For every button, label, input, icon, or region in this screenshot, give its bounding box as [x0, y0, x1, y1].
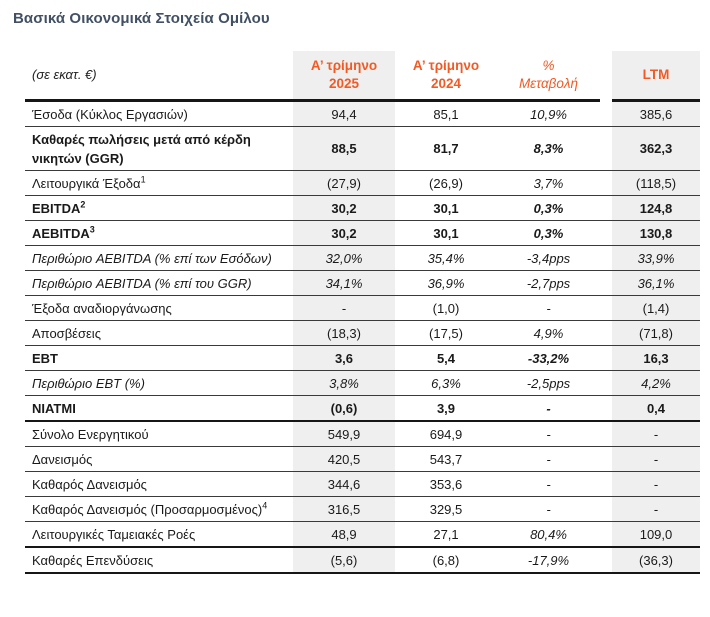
cell-ltm: 0,4: [612, 396, 700, 422]
table-row: [25, 371, 700, 396]
cell-ltm: 362,3: [612, 127, 700, 171]
row-label: Καθαρός Δανεισμός $(\Pi\rho o\sigma\alpha\rho\mu o\sigma\mu έ\nu o\varsigma)^4$: [25, 497, 293, 522]
col-header-q1-2024-line2: 2024: [430, 76, 462, 91]
cell-q1-2025: (27,9): [293, 171, 395, 196]
table-row: [25, 522, 700, 548]
table-row: [25, 271, 700, 296]
cell-pct-change: -: [497, 447, 600, 472]
cell-q1-2024: 6,3%: [395, 371, 497, 396]
row-label: Δανεισμός: [25, 447, 293, 472]
cell-q1-2025: (5,6): [293, 547, 395, 573]
row-label: Καθαρός Δανεισμός: [25, 472, 293, 497]
row-label: Έσοδα (Κύκλος Εργασιών): [25, 101, 293, 127]
table-row: [25, 547, 700, 573]
financials-table-container: [25, 51, 700, 574]
row-label: Περιθώριο AEBITDA (% επί των Εσόδων): [25, 246, 293, 271]
cell-q1-2025: 549,9: [293, 421, 395, 447]
col-header-q1-2025-line1: Α’ τρίμηνο: [310, 58, 378, 74]
table-row: [25, 346, 700, 371]
column-gap: [600, 421, 612, 447]
cell-q1-2024: 30,1: [395, 196, 497, 221]
cell-q1-2025: 32,0%: [293, 246, 395, 271]
column-gap: [600, 271, 612, 296]
cell-q1-2025: 94,4: [293, 101, 395, 127]
table-row: [25, 127, 700, 171]
col-header-pct-change: [497, 51, 600, 101]
column-gap: [600, 221, 612, 246]
table-row: [25, 447, 700, 472]
cell-q1-2024: 3,9: [395, 396, 497, 422]
table-row: [25, 497, 700, 522]
cell-pct-change: -: [497, 396, 600, 422]
column-gap: [600, 497, 612, 522]
cell-ltm: -: [612, 472, 700, 497]
column-gap: [600, 127, 612, 171]
cell-ltm: 385,6: [612, 101, 700, 127]
cell-q1-2025: 344,6: [293, 472, 395, 497]
cell-q1-2025: 88,5: [293, 127, 395, 171]
column-gap: [600, 171, 612, 196]
cell-pct-change: -2,5pps: [497, 371, 600, 396]
column-gap: [600, 396, 612, 422]
column-gap: [600, 346, 612, 371]
col-header-ltm: LTM: [612, 51, 700, 101]
column-gap: [600, 101, 612, 127]
table-row: [25, 101, 700, 127]
row-label: Σύνολο Ενεργητικού: [25, 421, 293, 447]
cell-ltm: 124,8: [612, 196, 700, 221]
report-page: [13, 10, 700, 574]
row-label: Αποσβέσεις: [25, 321, 293, 346]
row-label: AEBITDA$^3$: [25, 221, 293, 246]
cell-ltm: 4,2%: [612, 371, 700, 396]
cell-ltm: 130,8: [612, 221, 700, 246]
cell-ltm: 109,0: [612, 522, 700, 548]
cell-pct-change: -: [497, 296, 600, 321]
row-label: Καθαρές Επενδύσεις: [25, 547, 293, 573]
cell-q1-2025: 30,2: [293, 196, 395, 221]
column-gap: [600, 522, 612, 548]
cell-q1-2024: 5,4: [395, 346, 497, 371]
table-row: [25, 296, 700, 321]
row-label: Περιθώριο EBT (%): [25, 371, 293, 396]
cell-q1-2025: 420,5: [293, 447, 395, 472]
cell-pct-change: -17,9%: [497, 547, 600, 573]
cell-pct-change: -: [497, 497, 600, 522]
cell-q1-2024: 27,1: [395, 522, 497, 548]
col-header-q1-2025-line2: 2025: [328, 76, 360, 91]
cell-q1-2024: 30,1: [395, 221, 497, 246]
cell-q1-2024: 35,4%: [395, 246, 497, 271]
row-label: Λειτουργικά Έξοδα$^1$: [25, 171, 293, 196]
cell-q1-2025: 34,1%: [293, 271, 395, 296]
row-label: Περιθώριο AEBITDA (% επί του GGR): [25, 271, 293, 296]
row-label: Λειτουργικές Ταμειακές Ροές: [25, 522, 293, 548]
table-row: [25, 221, 700, 246]
table-row: [25, 396, 700, 422]
cell-q1-2025: -: [293, 296, 395, 321]
row-label: EBITDA$^2$: [25, 196, 293, 221]
cell-q1-2024: 353,6: [395, 472, 497, 497]
table-body: [25, 101, 700, 574]
cell-pct-change: 8,3%: [497, 127, 600, 171]
cell-q1-2025: 316,5: [293, 497, 395, 522]
table-row: [25, 321, 700, 346]
column-gap-header: [600, 51, 612, 101]
financials-table: [25, 51, 700, 574]
table-row: [25, 196, 700, 221]
page-title: Βασικά Οικονομικά Στοιχεία Ομίλου: [13, 10, 270, 27]
cell-pct-change: 80,4%: [497, 522, 600, 548]
cell-q1-2025: (18,3): [293, 321, 395, 346]
table-row: [25, 421, 700, 447]
row-label: EBT: [25, 346, 293, 371]
cell-pct-change: 3,7%: [497, 171, 600, 196]
col-header-pct-line1: %: [542, 58, 555, 74]
cell-q1-2024: 81,7: [395, 127, 497, 171]
cell-pct-change: -: [497, 472, 600, 497]
cell-pct-change: 4,9%: [497, 321, 600, 346]
cell-ltm: (1,4): [612, 296, 700, 321]
cell-q1-2025: 30,2: [293, 221, 395, 246]
cell-ltm: -: [612, 497, 700, 522]
column-gap: [600, 547, 612, 573]
table-header: [25, 51, 700, 101]
cell-ltm: -: [612, 421, 700, 447]
column-gap: [600, 296, 612, 321]
cell-ltm: (36,3): [612, 547, 700, 573]
cell-q1-2025: 48,9: [293, 522, 395, 548]
cell-ltm: 33,9%: [612, 246, 700, 271]
table-row: [25, 246, 700, 271]
cell-pct-change: 0,3%: [497, 221, 600, 246]
row-label: Έξοδα αναδιοργάνωσης: [25, 296, 293, 321]
cell-ltm: 16,3: [612, 346, 700, 371]
cell-q1-2024: 36,9%: [395, 271, 497, 296]
cell-q1-2025: (0,6): [293, 396, 395, 422]
unit-label: (σε εκατ. €): [25, 51, 293, 101]
cell-ltm: (71,8): [612, 321, 700, 346]
col-header-q1-2024: [395, 51, 497, 101]
cell-ltm: (118,5): [612, 171, 700, 196]
cell-q1-2025: 3,8%: [293, 371, 395, 396]
column-gap: [600, 196, 612, 221]
col-header-q1-2025: [293, 51, 395, 101]
cell-q1-2024: 329,5: [395, 497, 497, 522]
cell-pct-change: 0,3%: [497, 196, 600, 221]
row-label: Καθαρές πωλήσεις μετά από κέρδη νικητών (GGR): [25, 127, 293, 171]
cell-ltm: 36,1%: [612, 271, 700, 296]
row-label: NIATMI: [25, 396, 293, 422]
column-gap: [600, 321, 612, 346]
header-row: [25, 51, 700, 101]
cell-q1-2024: (26,9): [395, 171, 497, 196]
cell-q1-2024: 85,1: [395, 101, 497, 127]
column-gap: [600, 246, 612, 271]
cell-q1-2024: (17,5): [395, 321, 497, 346]
cell-q1-2025: 3,6: [293, 346, 395, 371]
cell-pct-change: -: [497, 421, 600, 447]
col-header-q1-2024-line1: Α’ τρίμηνο: [412, 58, 480, 74]
column-gap: [600, 447, 612, 472]
cell-pct-change: -3,4pps: [497, 246, 600, 271]
cell-pct-change: -33,2%: [497, 346, 600, 371]
table-row: [25, 171, 700, 196]
cell-ltm: -: [612, 447, 700, 472]
cell-q1-2024: (1,0): [395, 296, 497, 321]
column-gap: [600, 371, 612, 396]
cell-pct-change: 10,9%: [497, 101, 600, 127]
cell-q1-2024: 694,9: [395, 421, 497, 447]
cell-q1-2024: 543,7: [395, 447, 497, 472]
table-row: [25, 472, 700, 497]
cell-pct-change: -2,7pps: [497, 271, 600, 296]
col-header-pct-line2: Μεταβολή: [518, 76, 579, 91]
column-gap: [600, 472, 612, 497]
cell-q1-2024: (6,8): [395, 547, 497, 573]
